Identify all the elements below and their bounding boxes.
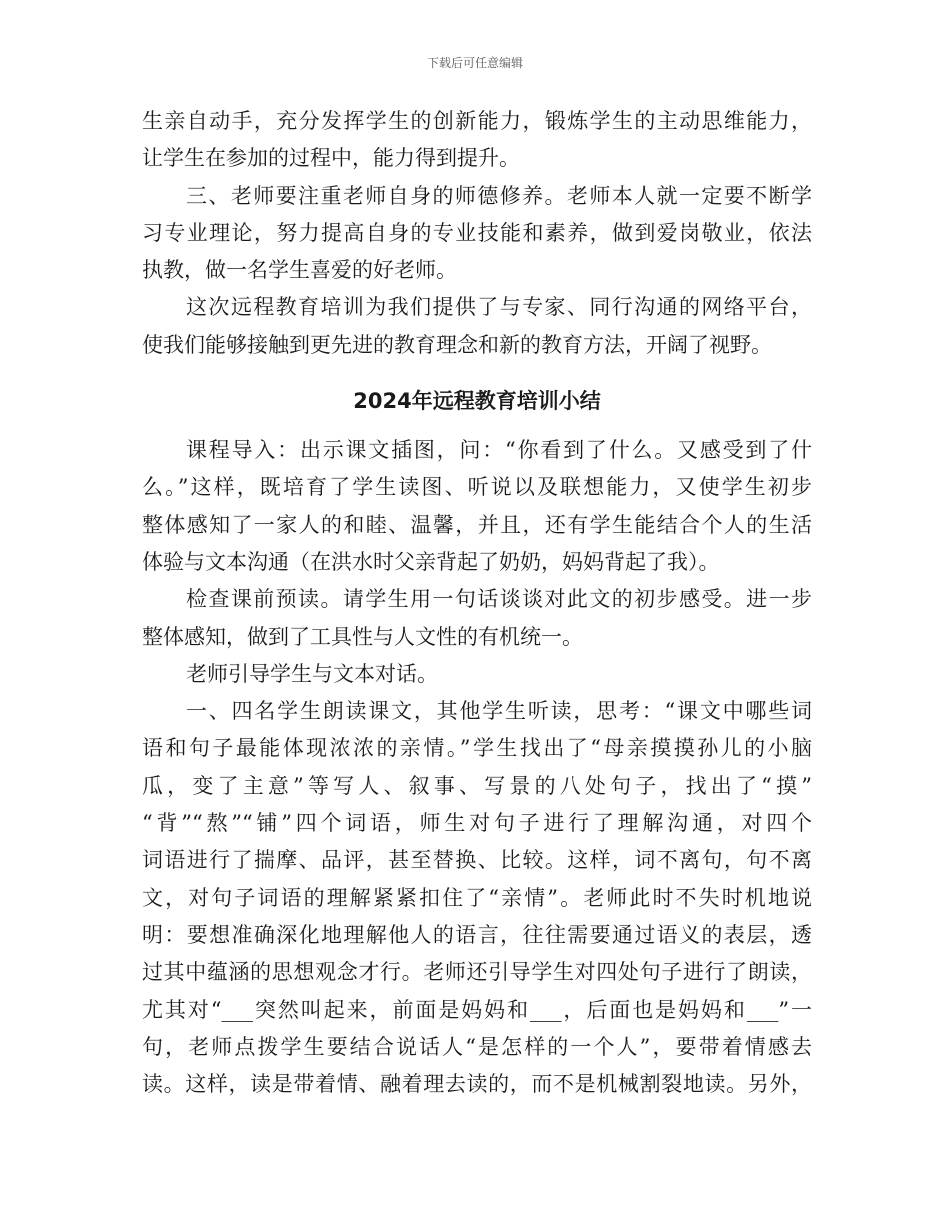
paragraph [142,178,812,290]
text-line: 么。”这样，既培育了学生读图、听说以及联想能力，又使学生初步 [142,475,812,500]
text-line: 词语进行了揣摩、品评，甚至替换、比较。这样，词不离句，句不离 [142,848,812,873]
text-line: 让学生在参加的过程中，能力得到提升。 [142,146,520,171]
text-line: 读。这样，读是带着情、融着理去读的，而不是机械割裂地读。另外， [142,1072,812,1097]
text-line: 检查课前预读。请学生用一句话谈谈对此文的初步感受。进一步 [186,587,812,612]
document-body [142,103,812,1103]
text-line: 明：要想准确深化地理解他人的语言，往往需要通过语义的表层，透 [142,922,812,947]
page-header: 下载后可任意编辑 [426,56,523,70]
text-line: 文，对句子词语的理解紧紧扣住了“亲情”。老师此时不失时机地说 [142,885,812,910]
text-line: 瓜，变了主意”等写人、叙事、写景的八处句子，找出了“摸” [142,773,812,798]
text-line: 体验与文本沟通（在洪水时父亲背起了奶奶，妈妈背起了我）。 [142,549,720,574]
paragraph [142,656,812,693]
section-title: 2024年远程教育培训小结 [353,389,601,414]
text-line: 尤其对“___突然叫起来，前面是妈妈和___，后面也是妈妈和___”一 [142,997,812,1022]
text-line: 执教，做一名学生喜爱的好老师。 [142,258,457,283]
text-line: 使我们能够接触到更先进的教育理念和新的教育方法，开阔了视野。 [142,332,772,357]
paragraph [142,581,812,656]
text-line: 句，老师点拨学生要结合说话人“是怎样的一个人”，要带着情感去 [142,1034,812,1059]
text-line: 整体感知了一家人的和睦、温馨，并且，还有学生能结合个人的生活 [142,512,812,537]
text-line: 语和句子最能体现浓浓的亲情。”学生找出了“母亲摸摸孙儿的小脑 [142,736,812,761]
text-line: 三、老师要注重老师自身的师德修养。老师本人就一定要不断学 [186,183,812,208]
paragraph [142,289,812,364]
text-line: 生亲自动手，充分发挥学生的创新能力，锻炼学生的主动思维能力， [142,109,812,133]
text-line: “背”“熬”“铺”四个词语，师生对句子进行了理解沟通，对四个 [142,811,812,836]
text-line: 老师引导学生与文本对话。 [186,661,438,686]
paragraph [142,432,812,581]
paragraph [142,693,812,1103]
text-line: 这次远程教育培训为我们提供了与专家、同行沟通的网络平台， [186,295,812,320]
text-line: 习专业理论，努力提高自身的专业技能和素养，做到爱岗敬业，依法 [142,220,812,245]
paragraph [142,103,812,178]
text-line: 课程导入：出示课文插图，问：“你看到了什么。又感受到了什 [186,438,812,463]
text-line: 整体感知，做到了工具性与人文性的有机统一。 [142,624,583,649]
text-line: 一、四名学生朗读课文，其他学生听读，思考：“课文中哪些词 [186,699,812,724]
text-line: 过其中蕴涵的思想观念才行。老师还引导学生对四处句子进行了朗读， [142,960,812,985]
